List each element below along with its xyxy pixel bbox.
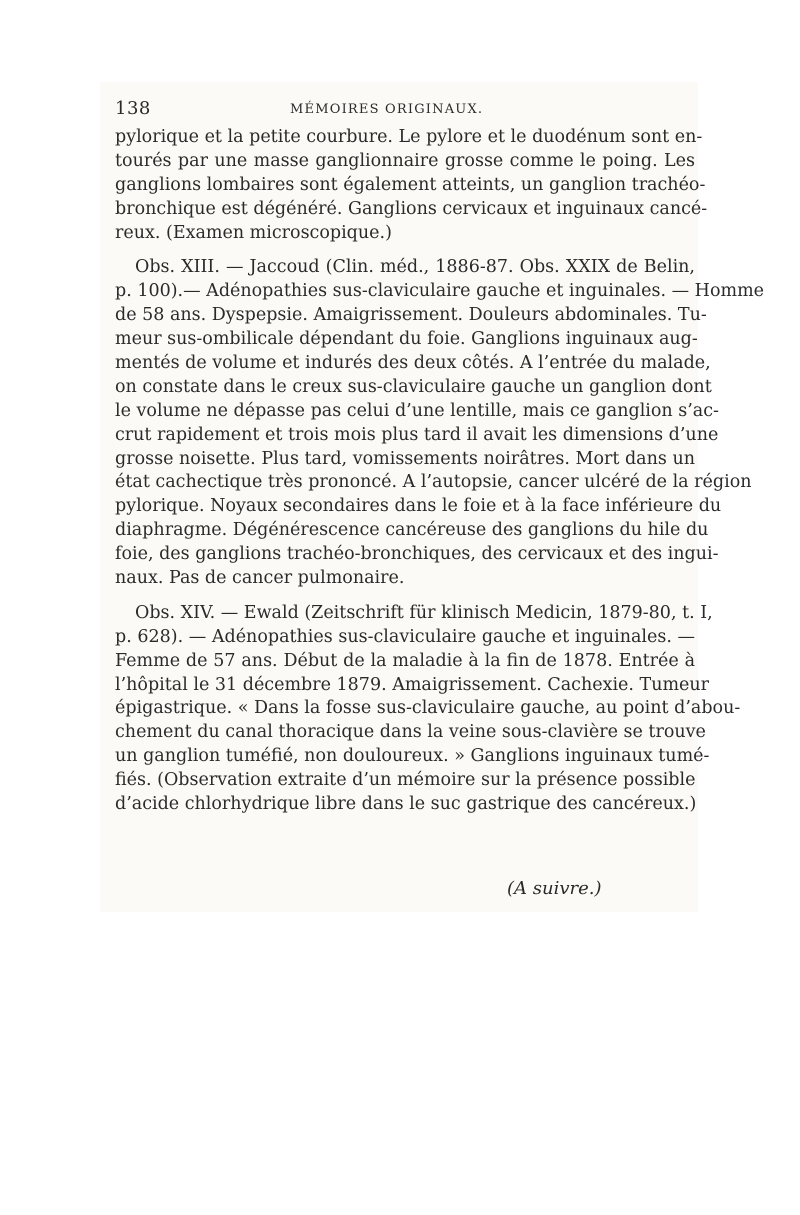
text-line: le volume ne dépasse pas celui d’une lentille, mais ce ganglion s’ac- bbox=[115, 400, 719, 421]
text-line: Obs. XIII. — Jaccoud (Clin. méd., 1886-87. Obs. XXIX de Belin, bbox=[135, 257, 695, 278]
text-line: pylorique. Noyaux secondaires dans le foie et à la face inférieure du bbox=[115, 496, 722, 517]
text-line: p. 628). — Adénopathies sus-claviculaire gauche et inguinales. — bbox=[115, 626, 695, 647]
text-line: on constate dans le creux sus-claviculaire gauche un ganglion dont bbox=[115, 376, 712, 397]
text-line: épigastrique. « Dans la fosse sus-claviculaire gauche, au point d’abou- bbox=[115, 698, 741, 719]
text-line: foie, des ganglions trachéo-bronchiques, des cervicaux et des ingui- bbox=[115, 544, 719, 565]
text-line: de 58 ans. Dyspepsie. Amaigrissement. Douleurs abdominales. Tu- bbox=[115, 305, 707, 326]
text-line: tourés par une masse ganglionnaire grosse comme le poing. Les bbox=[115, 150, 695, 171]
text-line: meur sus-ombilicale dépendant du foie. Ganglions inguinaux aug- bbox=[115, 329, 698, 350]
text-line: l’hôpital le 31 décembre 1879. Amaigrissement. Cachexie. Tumeur bbox=[115, 674, 710, 695]
paragraph-gap bbox=[115, 591, 695, 602]
text-line: Femme de 57 ans. Début de la maladie à la fin de 1878. Entrée à bbox=[115, 650, 695, 671]
text-line: diaphragme. Dégénérescence cancéreuse des ganglions du hile du bbox=[115, 520, 709, 541]
page-number: 138 bbox=[115, 98, 151, 119]
running-title: MÉMOIRES ORIGINAUX. bbox=[290, 102, 484, 117]
to-be-continued-note: (A suivre.) bbox=[507, 878, 602, 899]
text-line: Obs. XIV. — Ewald (Zeitschrift für klinisch Medicin, 1879-80, t. I, bbox=[135, 602, 713, 623]
text-line: bronchique est dégénéré. Ganglions cervicaux et inguinaux cancé- bbox=[115, 198, 708, 219]
text-line: d’acide chlorhydrique libre dans le suc gastrique des cancéreux.) bbox=[115, 794, 697, 815]
text-line: un ganglion tuméfié, non douloureux. » Ganglions inguinaux tumé- bbox=[115, 746, 710, 767]
text-line: ganglions lombaires sont également atteints, un ganglion trachéo- bbox=[115, 174, 706, 195]
text-line: crut rapidement et trois mois plus tard il avait les dimensions d’une bbox=[115, 424, 719, 445]
text-line: reux. (Examen microscopique.) bbox=[115, 222, 392, 243]
paragraph-gap bbox=[115, 245, 695, 256]
body-text bbox=[115, 126, 765, 817]
text-line: pylorique et la petite courbure. Le pylore et le duodénum sont en- bbox=[115, 127, 703, 147]
text-line: naux. Pas de cancer pulmonaire. bbox=[115, 568, 405, 589]
text-line: chement du canal thoracique dans la veine sous-clavière se trouve bbox=[115, 722, 706, 743]
paragraph-continuation bbox=[115, 126, 708, 245]
page-header bbox=[115, 98, 695, 124]
text-line: grosse noisette. Plus tard, vomissements noirâtres. Mort dans un bbox=[115, 448, 695, 469]
paragraph-obs-xiv bbox=[115, 602, 741, 817]
paragraph-obs-xiii bbox=[115, 256, 765, 590]
text-line: p. 100).— Adénopathies sus-claviculaire gauche et inguinales. — Homme bbox=[115, 281, 765, 302]
text-line: état cachectique très prononcé. A l’autopsie, cancer ulcéré de la région bbox=[115, 472, 752, 493]
text-line: mentés de volume et indurés des deux côtés. A l’entrée du malade, bbox=[115, 353, 711, 374]
text-line: fiés. (Observation extraite d’un mémoire sur la présence possible bbox=[115, 770, 696, 791]
